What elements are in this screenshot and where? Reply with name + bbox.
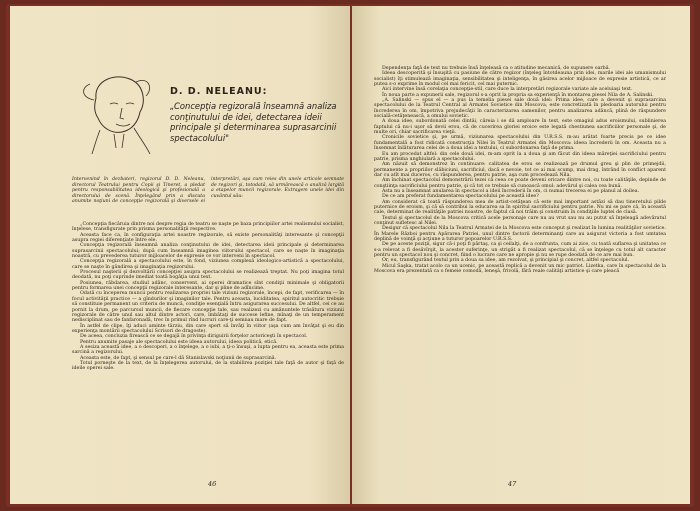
left-body-text (72, 222, 344, 372)
paragraph: Aici intervine însă corelaţia concepţie-stil, care duce la interpretări regizorale variate ale aceluiaşi text. (382, 87, 633, 93)
paragraph: Am năzuit să demonstrez în continuare: calitatea de erou se realizează pe drumul greu şi plin de primejdii, permanente a propriilor slăbiciuni, sacrificiul, dacă e nevoie, tot ce ai mai scump, mai drag, întrând în conflict aparent dar cu atît mai duceros, cu răspunderea, pentru patrie, aşa cum procedează Nila. (374, 162, 666, 178)
paragraph: Concepţia regizorală înseamnă analiza conţinutului de idei, detectarea ideii principale şi determinarea suprasarcinii spectacolului; după cum înseamnă imaginea viitorului spectacol, care se naşte în imaginaţia noastră, cu prevederea tuturor mijloacelor de expresie ce vor interveni în spectacol. (72, 243, 344, 260)
paragraph: Odată cu începerea muncii pentru realizarea propriei tale viziuni regizorale, începi, de fapt, verificarea — în focul activităţii practice — a gîndurilor şi imaginilor tale. Pentru aceasta, luciditatea, spiritul autocritic trebuie să constituie permanent un criteriu de muncă, condiţie esenţială întru asigurarea succesului. De altfel, cei ce au pornit la drum, pe parcursul muncii, de fiecare concepţie tale, sau realizezi cu amănuntele trăsătura viziunii regizorale de către unul sau altul dintre actori, care, îmbătaţi de succese lefine, mînaţi de un temperament nedisciplinat sau de fanfaronadă, trec în primul rînd lucruri care-ţi semnau mare de fapt. (72, 291, 344, 324)
portrait-sketch (76, 68, 156, 154)
paragraph: Or, eu, transfigurând textul prin a doua sa idee, am rezolvat, şi principial şi concret, altfel spectacolul. (382, 258, 630, 264)
left-page (10, 6, 350, 504)
paragraph: În noua parte a expunerii sale, regizorul s-a oprit la propria sa experienţă în montarea piesei Nila de A. Salinski. (382, 92, 654, 98)
paragraph: Pentru anumite pasaje ale spectacolului este ideea autorului, ideea politică, etică. (80, 339, 278, 345)
paragraph: Concepţia regizorală a spectacolului este, în fond, viziunea complexă ideologico-artistică a spectacolului, care se naşte în gândirea şi imaginaţia regizorului. (72, 259, 344, 270)
paragraph: Dependenţa faţă de text nu trebuie însă înţeleasă ca o atitudine mecanică, de supunere oarbă. (382, 66, 611, 71)
paragraph: În astfel de clipe, îţi aduci aminte târziu, din care spert să învăţi în viitor (aşa cum am învăţat şi eu din experienţa montării spectacolului Scrisori de dragoste). (72, 323, 344, 334)
paragraph: Textul şi spectacolul de la Moscova critică acele personaje care nu au vrut sau nu au putut să înţeleagă adevăratul conţinut sufletesc al Nilei. (374, 215, 666, 226)
paragraph: Totul porneşte de la text, de la înţelegerea autorului, de la stabilirea poziţiei tale faţă de autor şi faţă de ideile operei sale. (72, 360, 344, 372)
paragraph: De ce am preferat fundamentarea spectacolului pe această idee? (382, 194, 539, 200)
paragraph: Posiunea, răbdarea, studiul adânc, conservent, ai operei dramatice sînt condiţii minimale şi obligatorii pentru formarea unei concepţii regizorale interesante, dar şi pline de adîncime. (72, 280, 344, 292)
paragraph: Micul Saşka, tratat acolo ca un ucenic, pe această replică a devenit un mic patriot. Lizetka, care în spectacolul de la Moscova era prezentată ca o femeie comodă, leneşă, frivolă, fără reale calităţi artistice şi care pleacă (374, 263, 666, 275)
paragraph: Ideea descoperită şi însuşită cu pasiune de către regizor (înţeleg întotdeauna prin idei, marile idei ale umanismului socialist) îţi stimulează imaginaţia, sensibilitatea şi inteligenţa, în găsirea acelor mijloace de expresie artistică, ce ar putea s-o exprime în modul cel mai fericit, cel mai puternic. (374, 71, 666, 88)
paragraph: Procesul naşterii şi dezvoltării concepţiei asupra spectacolului se realizează treptat. Nu poţi imagina totul deodată, nu poţi cuprinde imediat toată bogăţia unui text. (72, 270, 344, 281)
open-book-spread (6, 4, 694, 507)
right-body-text (374, 66, 666, 274)
paragraph: Aceasta face ca, în configuraţia artei noastre regizorale, să existe personalităţi interesante şi concepţii asupra regiei diferenţiate între ele. (72, 232, 344, 244)
paragraph: Asta nu a înseamnat anularea în spectacol a ideii încrederii în om, ci numai trecerea ei pe planul al doilea. (382, 188, 640, 194)
paragraph: A sesiza această idee, a o descoperi, a o înţelege, a o iubi, a ţi-o însuşi, a lupta pentru ea, aceasta este prima sarcină a regizorului. (72, 344, 344, 356)
paragraph: „A. Salinski — spus el — a pus la temelia piesei sale două idei: Prima idee, care a devenit şi suprasarcina spectacolului de la Teatrul Central al Armatei Sovietice din Moscova, este concretizată în pledoaria autorului pentru încrederea în om, împotriva prejudecăţii în caracterizarea oamenilor, pentru analizarea adâncă, plină de răspundere socială-cetăţenească, a omului sovietic. (374, 98, 666, 120)
paragraph: Desigur că spectacolul Nila la Teatrul Armatei de la Moscova este conceput şi realizat în lumina realităţilor sovietice. În Marele Război pentru Apărarea Patriei, unul dintre factorii determinanţi care au asigurat victoria a fost umtatea deplină de voinţă şi acţiune a tuturor popoarelor U.R.S.S. (374, 226, 666, 242)
paragraph: Am considerat că toată răspunderea mea de artist-cetăţean că este mai important astăzi să dau tineretului pilde puternice de eroism, şi că să contribui la educarea sa în spiritul sacrificiului pentru patrie. Nu mi se pare că, în această cale, determinat de realităţile patriei noastre, de faptul că noi trăim şi construim în condiţiile luptei de clasă. (374, 199, 666, 216)
paragraph: „Concepţia fiecăruia dintre noi despre regia de teatru se naşte pe baza principiilor artei realismului socialist, înţelese, transfigurate prin prisma personalităţii respective. (72, 222, 344, 233)
paragraph: De aceea, concluzia firească ce se degajă în privinţa diriguirii forţelor actoriceşti în spectacol. (80, 334, 308, 340)
author-quote: „Concepţia regizorală înseamnă analiza conţinutului de idei, detectarea ideii principale şi determinarea suprasarcinii spectacolului" (170, 101, 337, 143)
paragraph: A doua idee, subordonată celei dintâi, căreia i se dă amploare în text, este omagiul adus eroismului, sublinierea faptului că nu-i uşor să devii erou, că de cucerirea gloriei eroice este legată chestiunea sacrificiilor personale şi, de multe ori, chiar sacrificarea vieţii. (374, 119, 666, 136)
paragraph: Cronicile sovietice şi, pe urmă, viziunarea spectacolului din U.R.S.S. m-au arătat foarte precis pe ce idee fundamentală a fost ridicată construcţia Nilei în Teatrul Armatei din Moscova: ideea încrederii în om. Aceasta nu a însemnat înlăturarea celei de a doua idei a textului, ci subordonarea faţă de prima. (374, 135, 666, 152)
author-name: D. D. NELEANU: (170, 86, 268, 97)
right-page (352, 6, 690, 504)
paragraph: Am închinat spectacolul demonstrării tezei că ceea ce poate deveni oricare dintre noi, cu toate calităţile, depinde de conştiinţa sacrificiului pentru patrie, şi că tot ce trebuie să cunoască omul: adevărul şi calea cea bună. (374, 178, 666, 189)
intro-paragraph: Intervenind în dezbateri, regizorul D. D. Neleanu, directorul Teatrului pentru Copii şi Tineret, a pledat pentru responsabilitatea ideologică şi profesională a directorului de scenă. Înţelegând prin a discuta anumite noţiuni de concepţie regizorală şi diversele ei interpretări, aşa cum reies din unele articole semnate de regizori şi, totodată, să urmărească o analiză largită a etapelor muncii regizorale. Extragem unele idei din cuvântul său: (72, 177, 344, 205)
page-number: 47 (508, 480, 517, 488)
paragraph: Eu am procedat altfel: din cele două idei, m-am oprit la a doua şi am făcut din ideea măreţiei sacrificiului pentru patrie, prisma unghiulară a spectacolului. (374, 151, 666, 162)
paragraph: De pe aceste poziţii, sigur că-i poţi fi părtaş, ca şi ceilalţi, de a confrunta, cum ai zice, cu toată suflarea şi unitatea ce s-a relevat a fi desăvîrşit, la acestor suferinţe, un strigăt a fi realizat spectacolul, că se înţelege cu totul alt caracter pentru un spectacol nou şi concret, fiind o lucrare care ne apropie şi nu se rupe deodată de ce are mai bun. (374, 242, 666, 259)
page-number: 46 (208, 480, 217, 488)
paragraph: Aceasta este, de fapt, şi sensul pe care-l dă Stanislavski noţiunii de suprasarcină. (80, 355, 277, 361)
